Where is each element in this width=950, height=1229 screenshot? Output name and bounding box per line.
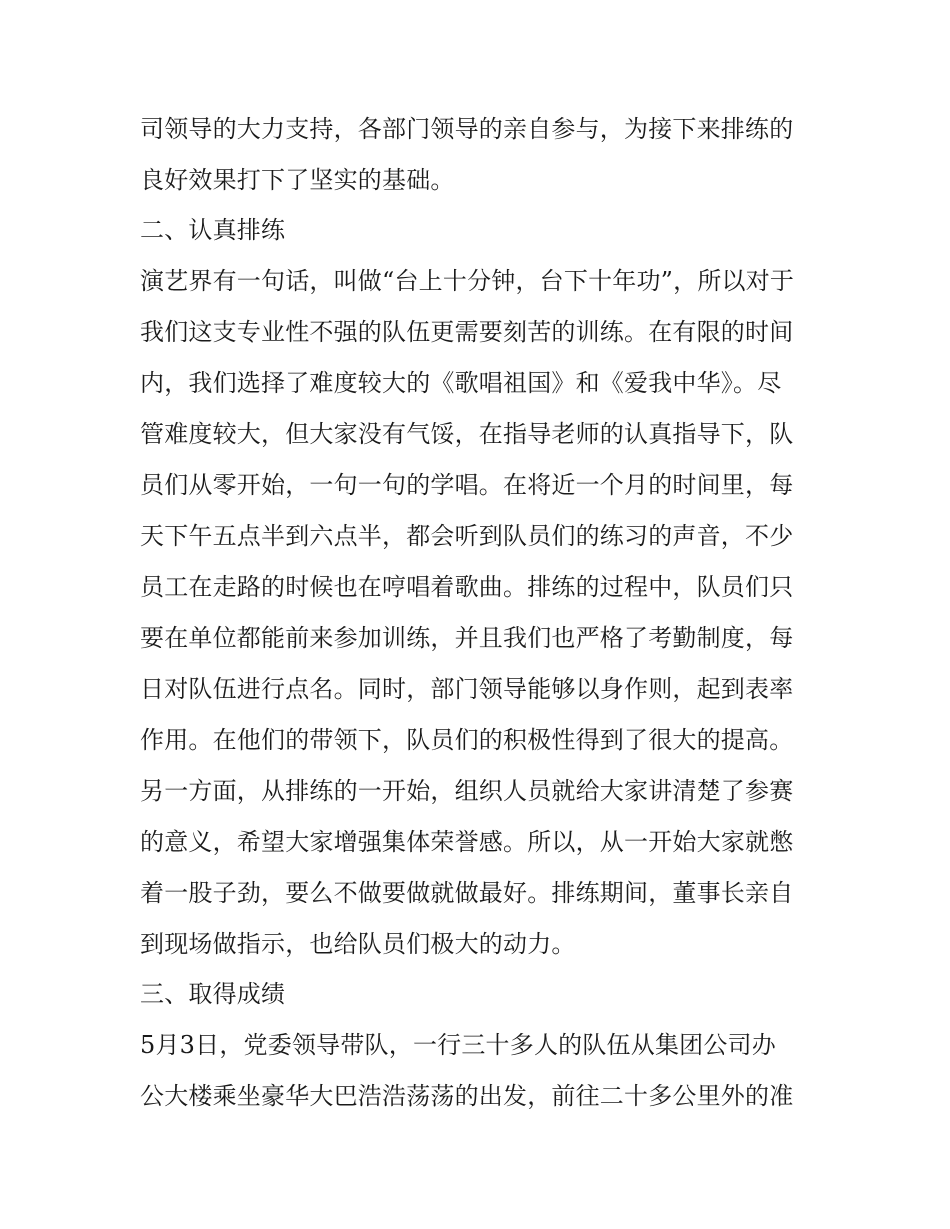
text-line: 要在单位都能前来参加训练，并且我们也严格了考勤制度，每 [140,624,794,652]
text-line: 我们这支专业性不强的队伍更需要刻苦的训练。在有限的时间 [140,318,794,346]
text-line: 良好效果打下了坚实的基础。 [140,166,455,194]
text-line: 作用。在他们的带领下，队员们的积极性得到了很大的提高。 [140,726,794,754]
text-line: 演艺界有一句话，叫做“台上十分钟，台下十年功”，所以对于 [140,267,795,295]
section-heading: 三、取得成绩 [140,980,286,1008]
text-line: 的意义，希望大家增强集体荣誉感。所以，从一开始大家就憋 [140,828,794,856]
text-line: 日对队伍进行点名。同时，部门领导能够以身作则，起到表率 [140,675,794,703]
text-line: 公大楼乘坐豪华大巴浩浩荡荡的出发，前往二十多公里外的准 [140,1082,794,1110]
text-line: 天下午五点半到六点半，都会听到队员们的练习的声音，不少 [140,522,794,550]
text-line: 员工在走路的时候也在哼唱着歌曲。排练的过程中，队员们只 [140,573,794,601]
section-heading: 二、认真排练 [140,216,286,244]
text-line: 着一股子劲，要么不做要做就做最好。排练期间，董事长亲自 [140,879,794,907]
text-line: 员们从零开始，一句一句的学唱。在将近一个月的时间里，每 [140,471,794,499]
text-line: 5月3日，党委领导带队，一行三十多人的队伍从集团公司办 [140,1031,776,1059]
text-line: 另一方面，从排练的一开始，组织人员就给大家讲清楚了参赛 [140,777,794,805]
text-line: 司领导的大力支持，各部门领导的亲自参与，为接下来排练的 [140,115,794,143]
text-line: 到现场做指示，也给队员们极大的动力。 [140,930,576,958]
text-line: 内，我们选择了难度较大的《歌唱祖国》和《爱我中华》。尽 [140,369,782,397]
text-line: 管难度较大，但大家没有气馁，在指导老师的认真指导下，队 [140,420,794,448]
